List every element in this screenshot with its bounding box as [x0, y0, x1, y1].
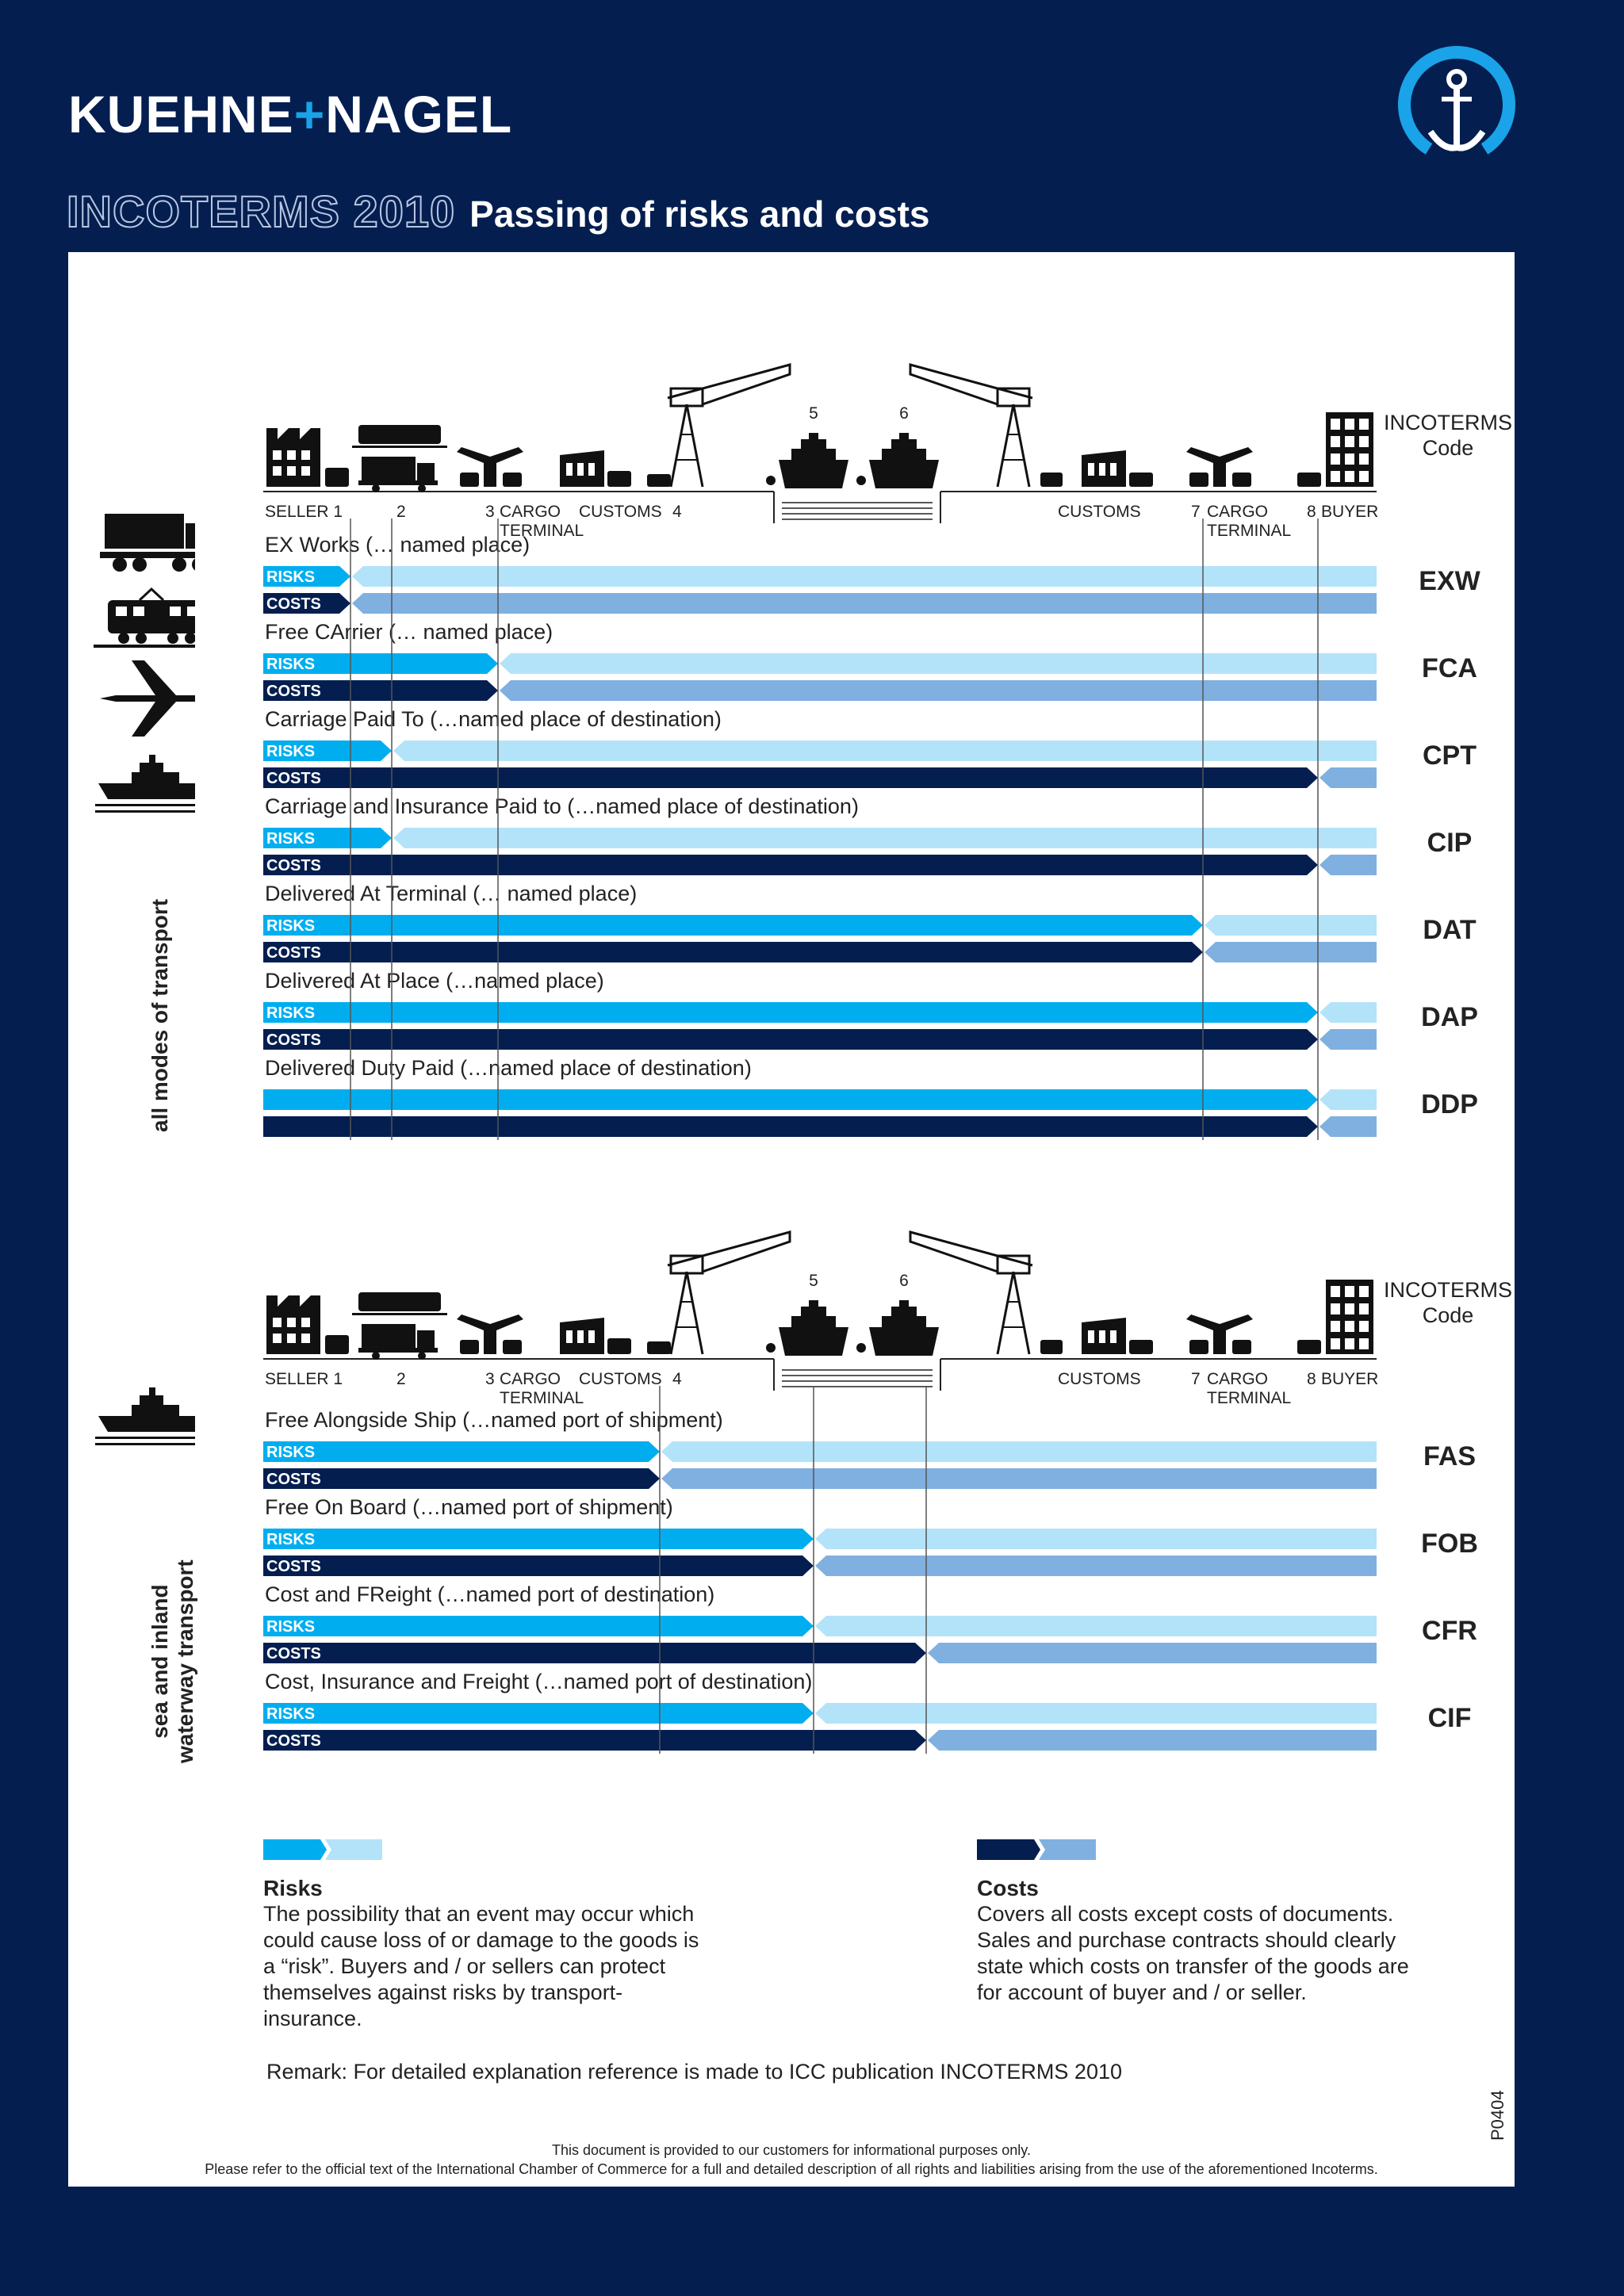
- stage-customs-label: CUSTOMS: [579, 503, 662, 521]
- section1-transport-chain: [263, 365, 1377, 523]
- incoterms-header-code: Code: [1422, 1303, 1474, 1327]
- risk-buyer-bar-dap: [1320, 1002, 1377, 1023]
- title-incoterms: INCOTERMS 2010: [67, 186, 456, 236]
- stage-5-label: 5: [809, 1272, 818, 1290]
- section2-transport-chain: [263, 1232, 1377, 1391]
- stage-6-label: 6: [899, 1272, 909, 1290]
- cost-seller-bar-cif: [263, 1730, 926, 1751]
- term-desc-dap: Delivered At Place (…named place): [265, 969, 604, 993]
- ship-icon: [95, 755, 195, 813]
- stage-3-label: 3: [485, 1370, 495, 1388]
- term-desc-cip: Carriage and Insurance Paid to (…named place of destination): [265, 794, 859, 818]
- cost-seller-bar-cpt: [263, 767, 1318, 788]
- crane-icon: [668, 365, 790, 487]
- stage-4-label: 4: [672, 1370, 682, 1388]
- logo-left: KUEHNE: [68, 85, 294, 144]
- risk-buyer-bar-fob: [815, 1529, 1377, 1549]
- building-icon: [1326, 412, 1373, 487]
- transport-chain-illustration: [68, 252, 1515, 1203]
- legend-costs-swatch: [977, 1836, 1104, 1863]
- truck-icon-small: [358, 457, 438, 492]
- stage-4-label: 4: [672, 503, 682, 521]
- term-desc-fas: Free Alongside Ship (…named port of shipment): [265, 1408, 723, 1432]
- cost-buyer-bar-fas: [661, 1468, 1377, 1489]
- stage-8-label: 8: [1307, 1370, 1316, 1388]
- cost-label-cpt: COSTS: [266, 770, 321, 787]
- section2-side-label-1: sea and inland: [147, 1584, 172, 1739]
- cargo-terminal-icon: [457, 447, 523, 487]
- transport-mode-icons: [92, 514, 195, 1053]
- cargo-terminal-icon: [1186, 1314, 1253, 1354]
- stage-customs2-label: CUSTOMS: [1058, 1370, 1141, 1388]
- cost-seller-bar-fas: [263, 1468, 660, 1489]
- risk-seller-bar-cif: [263, 1703, 814, 1724]
- cost-seller-bar-dat: [263, 942, 1203, 962]
- cost-buyer-bar-cif: [928, 1730, 1377, 1751]
- risk-label-cpt: RISKS: [266, 743, 316, 760]
- risk-label-dat: RISKS: [266, 917, 316, 935]
- stage-2-label: 2: [396, 1370, 406, 1388]
- factory-icon: [266, 428, 320, 487]
- cost-buyer-bar-exw: [352, 593, 1377, 614]
- stage-terminal2-label: TERMINAL: [1207, 522, 1292, 540]
- remark-text: Remark: For detailed explanation reference is made to ICC publication INCOTERMS 2010: [266, 2060, 1122, 2084]
- footer-line-2: Please refer to the official text of the International Chamber of Commerce for a full and detailed description of all rights and liabilities arising from the use of the aforementioned Incoterms.: [205, 2161, 1378, 2177]
- risk-seller-bar-fas: [263, 1441, 660, 1462]
- risk-label-fob: RISKS: [266, 1531, 316, 1548]
- factory-icon: [266, 1295, 320, 1354]
- incoterms-header: INCOTERMS: [1384, 411, 1512, 434]
- term-code-exw: EXW: [1419, 566, 1480, 596]
- cost-label-cfr: COSTS: [266, 1645, 321, 1663]
- cost-buyer-bar-dat: [1205, 942, 1377, 962]
- risk-label-fca: RISKS: [266, 656, 316, 673]
- logo-plus: +: [293, 85, 326, 144]
- legend-risks-text: The possibility that an event may occur which could cause loss of or damage to the goods is a “risk”. Buyers and / or sellers can protect themselves against risks by transport-insurance.: [263, 1902, 699, 2030]
- logo-right: NAGEL: [325, 85, 513, 144]
- title-subtitle: Passing of risks and costs: [469, 193, 930, 235]
- legend-costs-title: Costs: [977, 1876, 1039, 1900]
- anchor-icon: [1397, 46, 1516, 165]
- cost-label-exw: COSTS: [266, 595, 321, 613]
- term-code-cip: CIP: [1427, 828, 1473, 858]
- stage-7-label: 7: [1191, 1370, 1201, 1388]
- risk-seller-bar-fob: [263, 1529, 814, 1549]
- stage-cargo2-label: CARGO: [1207, 1370, 1269, 1388]
- cost-label-cip: COSTS: [266, 857, 321, 874]
- risk-label-exw: RISKS: [266, 568, 316, 586]
- section2-side-label-2: waterway transport: [173, 1559, 197, 1763]
- risk-buyer-bar-dat: [1205, 915, 1377, 936]
- cost-buyer-bar-cpt: [1320, 767, 1377, 788]
- cost-label-fas: COSTS: [266, 1471, 321, 1488]
- cargo-terminal-icon: [457, 1314, 523, 1354]
- cost-buyer-bar-cfr: [928, 1643, 1377, 1663]
- crane-icon: [668, 1232, 790, 1354]
- risk-seller-bar-dap: [263, 1002, 1318, 1023]
- stage-buyer-label: BUYER: [1321, 503, 1379, 521]
- term-desc-fob: Free On Board (…named port of shipment): [265, 1495, 673, 1519]
- term-code-fob: FOB: [1421, 1529, 1478, 1559]
- cost-buyer-bar-fob: [815, 1556, 1377, 1576]
- customs-icon: [1082, 450, 1153, 487]
- customs-icon: [560, 450, 631, 487]
- page-title: [67, 186, 929, 241]
- legend-risk-buyer: [325, 1839, 382, 1860]
- stage-cargo2-label: CARGO: [1207, 503, 1269, 521]
- risk-buyer-bar-cip: [393, 828, 1377, 848]
- document-code: P0404: [1488, 2090, 1507, 2141]
- train-icon: [94, 589, 195, 648]
- risk-buyer-bar-ddp: [1320, 1089, 1377, 1110]
- stage-3-label: 3: [485, 503, 495, 521]
- airplane-icon: [100, 660, 195, 737]
- stage-seller-label: SELLER 1: [265, 1370, 343, 1388]
- footer-line-1: This document is provided to our customers for informational purposes only.: [552, 2142, 1031, 2158]
- stage-2-label: 2: [396, 503, 406, 521]
- section2-chart: [68, 1116, 1515, 1877]
- legend-costs-text: Covers all costs except costs of documents. Sales and purchase contracts should clearly state which costs on transfer of the goods are for account of buyer and / or seller.: [977, 1902, 1409, 2004]
- term-code-dap: DAP: [1421, 1002, 1478, 1032]
- cost-label-dat: COSTS: [266, 944, 321, 962]
- stage-8-label: 8: [1307, 503, 1316, 521]
- legend-cost-seller: [977, 1839, 1040, 1860]
- stage-5-label: 5: [809, 404, 818, 423]
- stage-customs-label: CUSTOMS: [579, 1370, 662, 1388]
- risk-buyer-bar-fca: [500, 653, 1377, 674]
- cost-seller-bar-fob: [263, 1556, 814, 1576]
- cost-seller-bar-cfr: [263, 1643, 926, 1663]
- cost-seller-bar-dap: [263, 1029, 1318, 1050]
- risk-buyer-bar-cfr: [815, 1616, 1377, 1636]
- ship-icon-section2: [92, 1384, 195, 1448]
- risk-buyer-bar-cif: [815, 1703, 1377, 1724]
- stage-cargo-label: CARGO: [500, 503, 561, 521]
- section1-bars: [263, 566, 1377, 1137]
- cargo-terminal-icon: [1186, 447, 1253, 487]
- ship-icon-small: [856, 433, 939, 488]
- building-icon: [1326, 1280, 1373, 1354]
- term-code-fca: FCA: [1422, 653, 1477, 683]
- incoterms-header: INCOTERMS: [1384, 1278, 1512, 1302]
- stage-customs2-label: CUSTOMS: [1058, 503, 1141, 521]
- cost-buyer-bar-dap: [1320, 1029, 1377, 1050]
- legend-risk-seller: [263, 1839, 327, 1860]
- chart-panel: [68, 252, 1515, 2187]
- truck-icon: [100, 514, 195, 572]
- term-desc-dat: Delivered At Terminal (… named place): [265, 882, 638, 905]
- train-icon-small: [352, 1292, 447, 1315]
- ship-icon-small: [766, 1300, 848, 1356]
- stage-terminal-label: TERMINAL: [500, 522, 584, 540]
- legend-risks-title: Risks: [263, 1876, 323, 1900]
- train-icon-small: [352, 425, 447, 448]
- ship-icon-small: [856, 1300, 939, 1356]
- stage-buyer-label: BUYER: [1321, 1370, 1379, 1388]
- term-code-cif: CIF: [1427, 1703, 1472, 1733]
- term-desc-exw: EX Works (… named place): [265, 533, 530, 557]
- cost-buyer-bar-cip: [1320, 855, 1377, 875]
- risk-seller-bar-cfr: [263, 1616, 814, 1636]
- customs-icon: [1082, 1318, 1153, 1354]
- legend-risks-swatch: [263, 1836, 390, 1863]
- risk-buyer-bar-exw: [352, 566, 1377, 587]
- section2-side-label: [147, 1559, 198, 1763]
- stage-6-label: 6: [899, 404, 909, 423]
- term-code-fas: FAS: [1423, 1441, 1477, 1471]
- risk-seller-bar-ddp: [263, 1089, 1318, 1110]
- risk-label-cip: RISKS: [266, 830, 316, 848]
- term-code-dat: DAT: [1423, 915, 1477, 945]
- kuehne-nagel-logo: [68, 84, 512, 144]
- risk-seller-bar-dat: [263, 915, 1203, 936]
- stage-seller-label: SELLER 1: [265, 503, 343, 521]
- incoterms-header-code: Code: [1422, 436, 1474, 460]
- term-desc-cpt: Carriage Paid To (…named place of destination): [265, 707, 722, 731]
- term-code-ddp: DDP: [1421, 1089, 1478, 1119]
- cost-label-fob: COSTS: [266, 1558, 321, 1575]
- term-desc-cfr: Cost and FReight (…named port of destination): [265, 1582, 715, 1606]
- stage-cargo-label: CARGO: [500, 1370, 561, 1388]
- customs-icon: [560, 1318, 631, 1354]
- cost-label-cif: COSTS: [266, 1732, 321, 1750]
- stage-7-label: 7: [1191, 503, 1201, 521]
- risk-buyer-bar-cpt: [393, 740, 1377, 761]
- term-desc-fca: Free CArrier (… named place): [265, 620, 553, 644]
- stage-terminal2-label: TERMINAL: [1207, 1389, 1292, 1407]
- term-code-cfr: CFR: [1422, 1616, 1477, 1646]
- stage-terminal-label: TERMINAL: [500, 1389, 584, 1407]
- truck-icon-small: [358, 1324, 438, 1360]
- term-desc-cif: Cost, Insurance and Freight (…named port of destination): [265, 1670, 813, 1693]
- risk-label-dap: RISKS: [266, 1004, 316, 1022]
- legend-cost-buyer: [1039, 1839, 1096, 1860]
- cost-buyer-bar-fca: [500, 680, 1377, 701]
- risk-label-cfr: RISKS: [266, 1618, 316, 1636]
- cost-seller-bar-cip: [263, 855, 1318, 875]
- term-code-cpt: CPT: [1423, 740, 1477, 771]
- risk-label-fas: RISKS: [266, 1444, 316, 1461]
- section1-side-label: all modes of transport: [147, 898, 172, 1132]
- ship-icon-small: [766, 433, 848, 488]
- cost-label-dap: COSTS: [266, 1031, 321, 1049]
- risk-buyer-bar-fas: [661, 1441, 1377, 1462]
- cost-label-fca: COSTS: [266, 683, 321, 700]
- risk-label-cif: RISKS: [266, 1705, 316, 1723]
- term-desc-ddp: Delivered Duty Paid (…named place of destination): [265, 1056, 752, 1080]
